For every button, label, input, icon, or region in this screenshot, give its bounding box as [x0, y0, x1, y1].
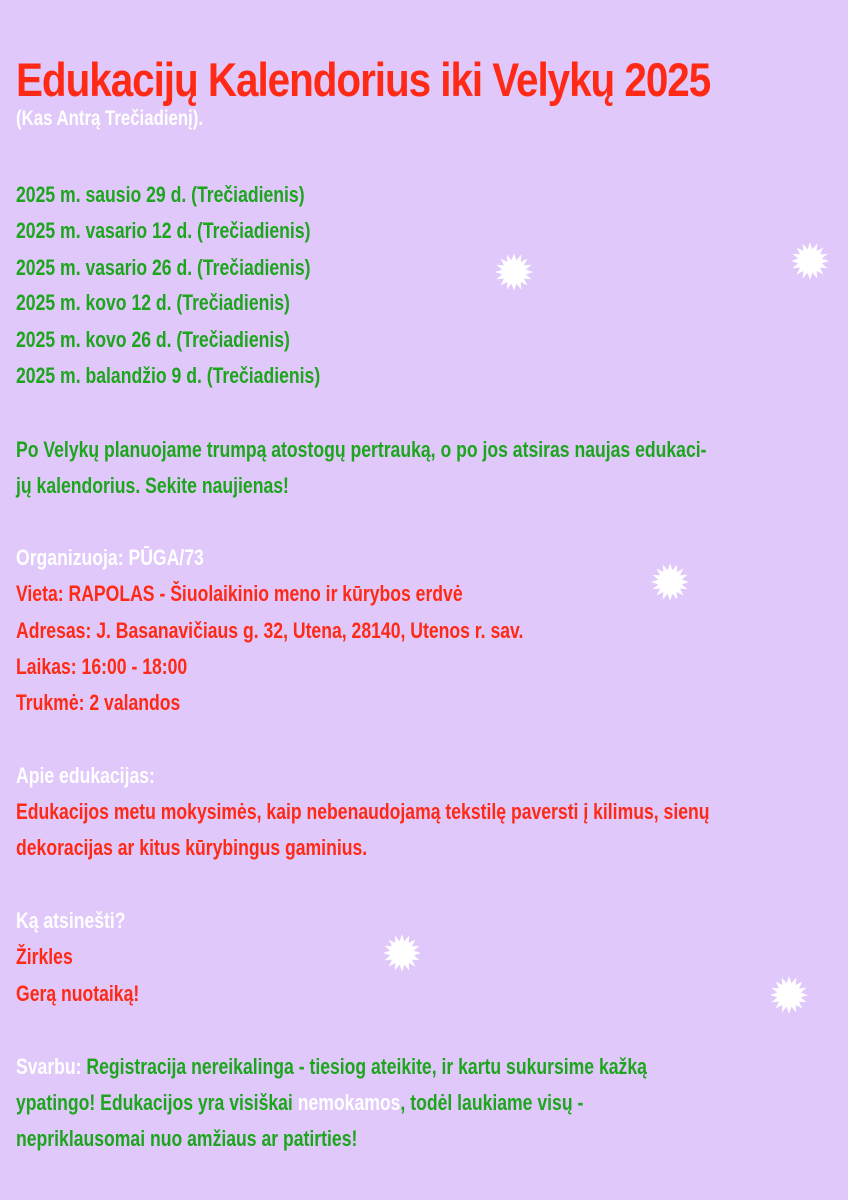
- about-text-line: dekoracijas ar kitus kūrybingus gaminius.: [16, 835, 368, 860]
- free-highlight: nemokamos: [297, 1090, 401, 1115]
- sparkle-icon: [790, 241, 830, 281]
- date-item: 2025 m. vasario 12 d. (Trečiadienis): [16, 218, 311, 243]
- sparkle-icon: [650, 562, 690, 602]
- date-item: 2025 m. kovo 26 d. (Trečiadienis): [16, 327, 290, 352]
- bring-item: Gerą nuotaiką!: [16, 981, 140, 1006]
- time: Laikas: 16:00 - 18:00: [16, 654, 188, 679]
- bring-heading: Ką atsinešti?: [16, 908, 126, 933]
- page-title: Edukacijų Kalendorius iki Velykų 2025: [16, 53, 711, 106]
- date-item: 2025 m. sausio 29 d. (Trečiadienis): [16, 182, 305, 207]
- sparkle-icon: [382, 933, 422, 973]
- subtitle: (Kas Antrą Trečiadienį).: [16, 107, 204, 130]
- date-item: 2025 m. kovo 12 d. (Trečiadienis): [16, 290, 290, 315]
- sparkle-icon: [769, 975, 809, 1015]
- date-item: 2025 m. balandžio 9 d. (Trečiadienis): [16, 363, 321, 388]
- important-line: nepriklausomai nuo amžiaus ar patirties!: [16, 1126, 358, 1151]
- duration: Trukmė: 2 valandos: [16, 690, 181, 715]
- important-text: Registracija nereikalinga - tiesiog ateikite, ir kartu sukursime kažką: [81, 1054, 647, 1079]
- address: Adresas: J. Basanavičiaus g. 32, Utena, 28140, Utenos r. sav.: [16, 618, 524, 643]
- about-heading: Apie edukacijas:: [16, 763, 155, 788]
- important-text: , todėl laukiame visų -: [400, 1090, 584, 1115]
- important-text: ypatingo! Edukacijos yra visiškai: [16, 1090, 298, 1115]
- organizer: Organizuoja: PŪGA/73: [16, 545, 204, 570]
- important-line: [16, 1085, 583, 1121]
- bring-item: Žirkles: [16, 944, 73, 969]
- important-line: [16, 1049, 647, 1085]
- announcement-line: jų kalendorius. Sekite naujienas!: [16, 473, 289, 498]
- important-label: Svarbu:: [16, 1054, 82, 1079]
- venue: Vieta: RAPOLAS - Šiuolaikinio meno ir kūrybos erdvė: [16, 581, 463, 606]
- sparkle-icon: [494, 252, 534, 292]
- announcement-line: Po Velykų planuojame trumpą atostogų pertrauką, o po jos atsiras naujas edukaci-: [16, 437, 707, 462]
- about-text-line: Edukacijos metu mokysimės, kaip nebenaudojamą tekstilę paversti į kilimus, sienų: [16, 799, 710, 824]
- date-item: 2025 m. vasario 26 d. (Trečiadienis): [16, 255, 311, 280]
